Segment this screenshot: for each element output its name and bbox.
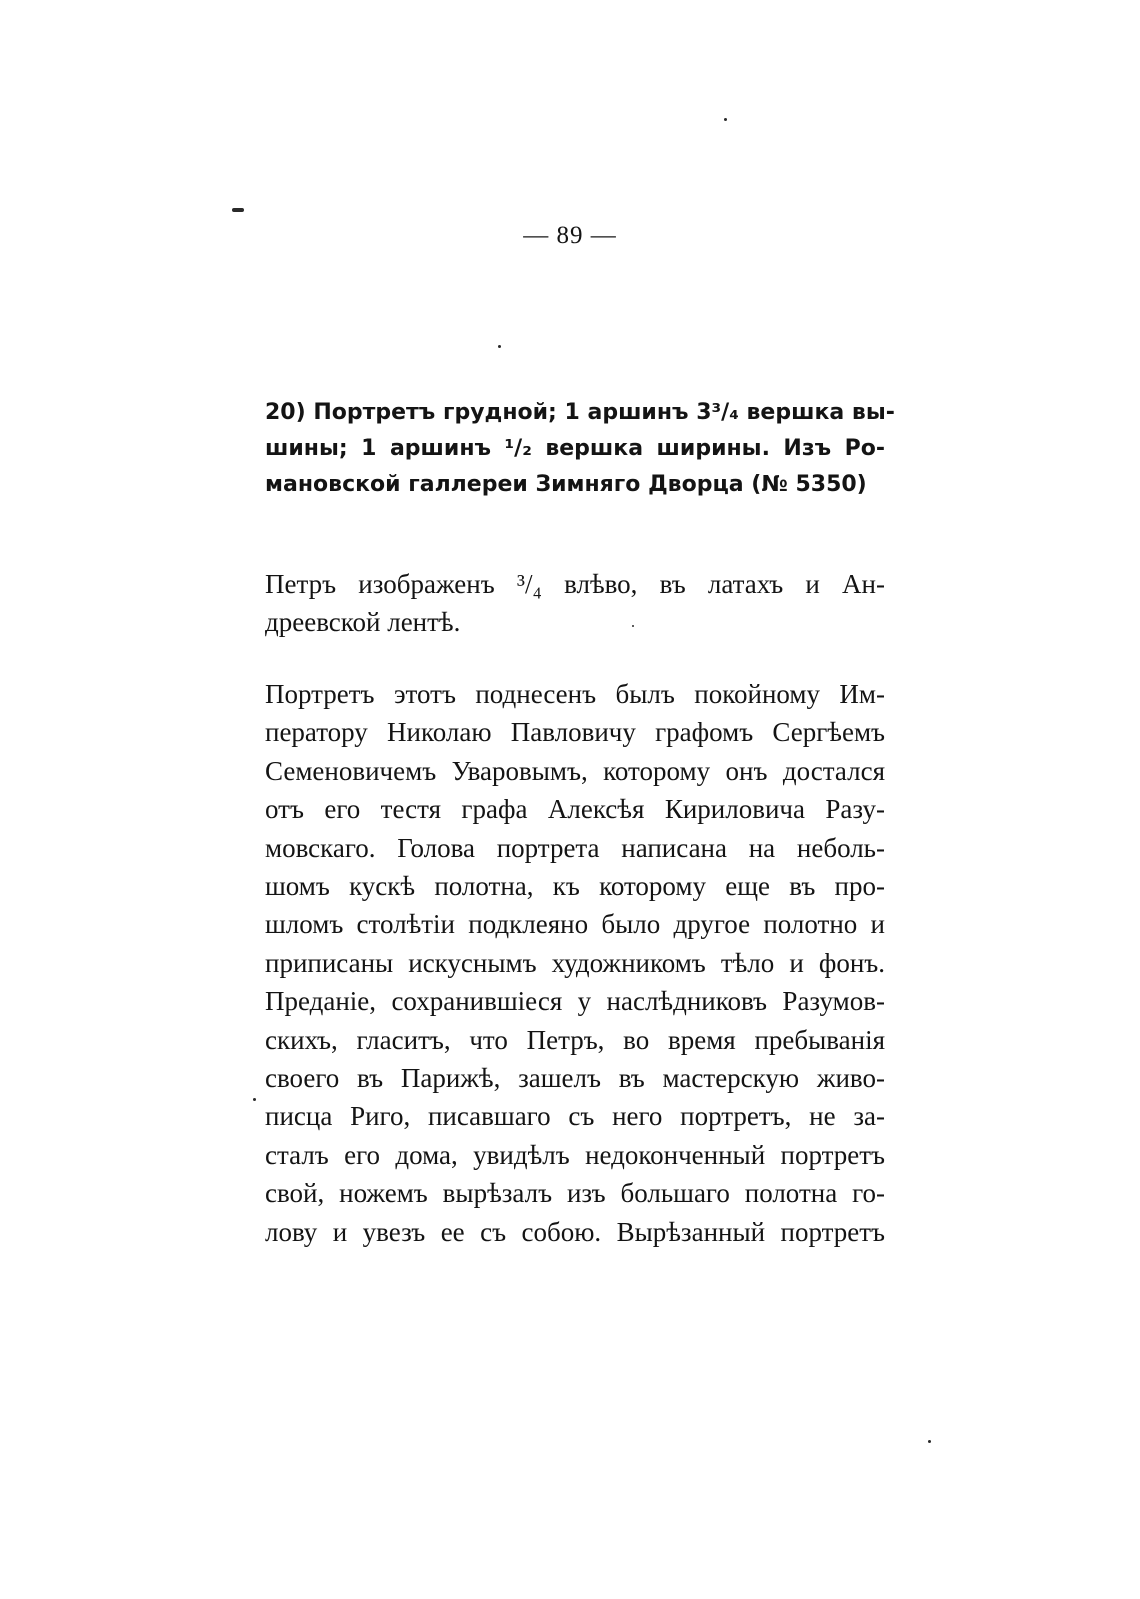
margin-speck [253, 1098, 256, 1101]
paragraph-line: свой, ножемъ вырѣзалъ изъ большаго полотна го- [265, 1178, 885, 1209]
page-number: — 89 — [523, 222, 617, 249]
margin-speck [724, 118, 727, 121]
paragraph-line: шомъ кускѣ полотна, къ которому еще въ про- [265, 871, 885, 902]
paragraph-line: мовскаго. Голова портрета написана на неболь- [265, 832, 885, 863]
paragraph-line: своего въ Парижѣ, зашелъ въ мастерскую живо- [265, 1063, 885, 1094]
paragraph-line: лову и увезъ ее съ собою. Вырѣзанный портретъ [265, 1216, 885, 1247]
paragraph-line: Семеновичемъ Уваровымъ, которому онъ достался [265, 755, 885, 786]
paragraph-line: Петръ изображенъ ³/₄ влѣво, въ латахъ и Ан- [265, 569, 885, 599]
margin-speck [928, 1440, 931, 1443]
margin-speck [232, 208, 244, 212]
portrait-entry-heading [265, 395, 895, 503]
margin-speck [498, 345, 501, 348]
paragraph-line: скихъ, гласитъ, что Петръ, во время пребыванія [265, 1024, 885, 1055]
heading-line: шины; 1 аршинъ ¹/₂ вершка ширины. Изъ Ро- [265, 436, 885, 461]
paragraph-line: приписаны искуснымъ художникомъ тѣло и фонъ. [265, 947, 885, 978]
paragraph-line: отъ его тестя графа Алексѣя Кириловича Разу- [265, 794, 885, 825]
paragraph-line: писца Риго, писавшаго съ него портретъ, не за- [265, 1101, 885, 1132]
paragraph-line: ператору Николаю Павловичу графомъ Сергѣемъ [265, 717, 885, 748]
paragraph-line: Портретъ этотъ поднесенъ былъ покойному Им- [265, 679, 885, 709]
history-paragraph [265, 675, 885, 1251]
paragraph-line: шломъ столѣтіи подклеяно было другое полотно и [265, 909, 885, 940]
paragraph-line: Преданіе, сохранившіеся у наслѣдниковъ Разумов- [265, 986, 885, 1017]
paragraph-line: сталъ его дома, увидѣлъ недоконченный портретъ [265, 1139, 885, 1170]
paragraph-line: дреевской лентѣ. [265, 607, 461, 638]
heading-line: мановской галлереи Зимняго Дворца (№ 5350) [265, 472, 867, 497]
description-paragraph [265, 565, 885, 642]
heading-line: 20) Портретъ грудной; 1 аршинъ 3³/₄ вершка вы- [265, 400, 895, 425]
